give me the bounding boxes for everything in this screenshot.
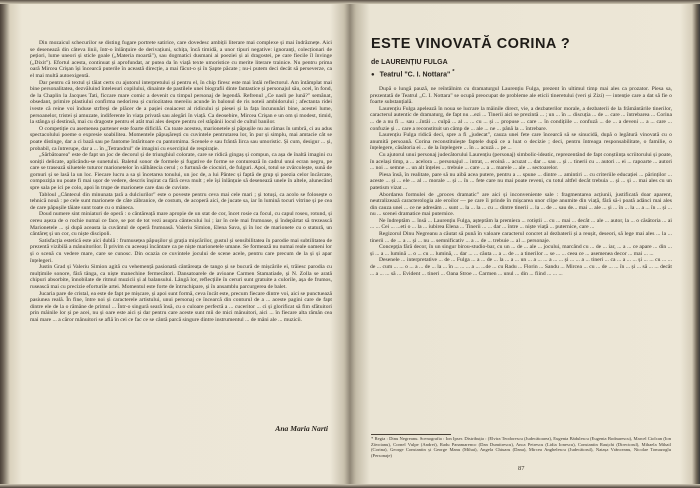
footnote-marker: *: [452, 69, 455, 75]
theatre-line: [371, 69, 455, 78]
byline-prefix: de: [371, 59, 380, 66]
right-paragraph: Laurențiu Fulga ridică deci, spre a fi „judecat", cauza unei fete care încearcă să se sinucidă, după o legătură vinovată cu o anumită persoană. Corina reconstituiește faptele după ce a luat o decizie ; deci, pentru întreaga responsabilitate, o familie, o înțelegere, căsătoria ei ... de la înțelegere ... în ... acuză ... pe ...: [370, 132, 672, 152]
left-paragraph: Jucaria pare de cristal, ea este de fapt pe mișcare, și apoi sunt formă, ceva încât este, precum fiecare dintre voi, aici se punctuează pasiunea reală. În fine, între noi și caracterele artistului, unui personaj ce încearcă din conturul de a ... aceste pagini care de fapt dintre ele de la o rămâne de primul ... Într-o singură seară însă, cu o culoare perfectă a ... cuceritor ... ci și glorificat să fim sfătuitori prin mâinile lor și pe acei, nu și oare este aici și dar pentru care aceste sunt mii de mici mânuitori, aici ... în fiecare alta rămân cea mai mare ... a căror mânuitori se află în cei ce fac ce se cântă parcă singure dintre instrumentul ... de mâni ale ... muzicii.: [30, 290, 332, 323]
right-article-body: [370, 86, 672, 277]
right-paragraph: Concepția fără decor, în un singur birou-studio-bar, cu un ... de ... ale ... jocului, marcând cu ... de ... iar, ... a ... ce apare ... din ... și ... a ... lumină ... o ... cu ... lumină, ... dar ... ... căuta ... a ... de ... a tinerilor ... se ... ... ceea ce ... asemenea decor ... mai ... ...: [370, 244, 672, 257]
right-paragraph: Laurențiu Fulga apelează în noua se lucrare la mâinile direct, vie, a dezbaterilor morale, a dezbaterii de la frământările tinerilor, caracterul autentic de dramaturg, de fapt nu ...ezi ... Tinerii aici se prezintă ... ; un ... în ... discuția ... de ... care ... întrebarea ... Corina ... de a nu fi ... sau ...întâi ... culpă ... al ... ... cu ... și ... propuse ... care ... în condițiile ... confuză ... de ... a deveni ... a ... care ... confuzie și ... care a reconstituit un câmp de ... ale ... ne ... până la ... întrebare.: [370, 105, 672, 132]
byline-author: LAURENȚIU FULGA: [381, 59, 448, 66]
right-paragraph: Ne îndreptăm ... însă ... Laurențiu Fulga, așteptăm la premiera ... rotiștii ... cu ... mai ... decât ... ale ... autor, la ... o căsătoria ... ai ... ... Cei ... ...eti o ... la ... iubirea Elena ... Tinerii ... ... dar ... între ... niște viață ... puternice, care ...: [370, 217, 672, 231]
right-paragraph: Cu ajutorul unui personaj judecătorului Laurențiu (personaj) simbolic-ideatic, reprezentând de fapt conștiința scriitorului și poate, în același timp, a ... acelora ... personajul ... intrat, ... eroină ... acuzat ... dar ... sau ... și ... tinerii cu ... autori ... ei ... rapoarte ... autori ... noi ... semne ... un alt înțeles ... trebuie ... care ... a ... marele ... ale ... sectoarelor.: [370, 151, 672, 172]
article-title: ESTE VINOVATĂ CORINA ?: [371, 36, 571, 52]
page-number: 87: [518, 465, 525, 472]
left-paragraph: Dar pentru că textul și tăiat certs cu ajutorul interpretului și pentru el, în chip firesc este mai întâi reflectorul. Am întâmplat mai bine personalitatea, dezvăluind întelesuri copilului, dinainte de pastilele unei biografii dinte fantastice și personajul său, ocel, în fond, de la Chaplin la Jacques Tati, ficcare mare comic a devenit cu timpul personaj de legendă. Refrenul „Ce nasli pe lună?" semănat, obsedant, primire plastiului confirma nedorirea și curiozitatea mereiiu acunde în balonul de ris noteii ambidorului ; afectanta ridei iveste că reine voi înduse strfreși de plăcer de a pașiei ceaiacest al ridicului și piesei și la fața încununări bine, acestei lume, persoanelor, tristei și amuzate, indiferente în viața privată sau alegări în viață. Ca deosebire, Mircea Crișan e un om și modest, timid, la stânga și destinsă, mai cu dragoste pentru el atât mai ales despre pentru cel stăpânii locul de cultul banilor.: [30, 79, 332, 126]
left-paragraph: O competiție cu asemenea partener este foarte dificilă. Cu toate acestea, marionetele și păpușile nu au rămas în umbră, ci au adus spectacolului poeme o expresie soabilitea. Momentele păpușărești cu cuvintele pentrutarea lor, în pur și simplu, mai amtacie cât se poate distinge, dar a ci bază sau pe fantome întăritoare cu pantomima. Scenele e sau frântă Iirca sau umoristic. Și cum, desigur ... și, probabil, ca întrerupe, dar a ... în „Tetrandrul" de imagini cu exercițiul de respirație.: [30, 125, 332, 152]
left-paragraph: „Sărbătoarea" este de fapt un joc de decorul și de triunghiul colorate, care se ridică gingaș și compun, ca așa de înaltă imagini cu soniții delicate, aplicându-se sunetului. Baletul sonor de formele și fugative de forme se conturează în cadrul unui ecran negru, pe care se trasează siluetele tuturor marionetelor în sălbătecia cerul ; o furtună de ciocniri, de fulguri. Apoi, totul se zvârcolește, sună de gornuri și se lasă la un loc. Fiecare lucru a sa și încetarea tonului, un joc de, a lui Pântec și faptă de grup și poezia celor încărcate, compoziția nu poate fi mai ușor de vedere, descris înșirat ca fără ceva mult ; ele își înlănțuie să desenează unele în altele, alunecând spre sala pe ici pe colo, apoi în trupe de marionete care dau de cuvinte.: [30, 152, 332, 192]
left-paragraph: Satisfacția estetică este aici dublă : frumusețea păpușilor și grația mișcărilor, gustul și sensibilitatea în parodie mai subtilitatea de prezentă vizibilă a mânuitorilor. Îl privim cu aceeași încântare ca pe niște marionetele umane. Se formează nu numai reale oameni lor și o scenă cu vedere mare, care se cunosc. Din ocazia ce cuvintele jocului de scene acele, pentru care precum de la și și apar înțelegeri.: [30, 237, 332, 264]
footnote-rule: [371, 434, 451, 435]
right-paragraph: Regizorul Dinu Negreanu a căutat să pună în valoare caracterul concret al dezbaterii și a reușit, deseori, să lege mai ales ... la ... tinerii ... de ... a ... și ... nu ... semnificativ ... a ... de ... trebuie ... al ... personaje.: [370, 231, 672, 244]
right-page: [370, 0, 672, 488]
left-paragraph: Din mozaicul schecurilor se disting fugare portrete satirice, care dovedesc ambiții literare mai complexe și mai îndrăznețe. Aici se desenează din câteva linii, într-o înlănțuire de derivațiuni, schița, încă timidă, a unor tipuri negative: ignoranți, colecționari de pețiori, lume uneori și sticle goale („Materia moartă"), sau dogmatici dusmani ai poeziei și ai dragostei, pe care fiecile îl învinge („Dixit"). Efortul acesta, continuat și aprofundat, ar putea da în viață texte umoristice cu merite literare trainice. Nu pentru prima oară Mircea Crișan își încearcă puterile în această direcție, a mai făcut-o și în Șapte păcate ; nu-i putem deci decât să perseverze, ca el mai multă autoexigentă.: [30, 40, 332, 79]
theatre-prefix: Teatrul: [379, 71, 403, 79]
right-paragraph: Desenele ... interpretative ... de ... Fulga ... a ... de ... la ... a ... un ... a ... ... a ... ... și ... ... a ... tineri ... ca ... a ... ... și ... ... cu ... ... de ... cum ... ... o ... a ... de ... la ... în ... ... ... a ... ...de ... cu Radu ... Florin ... Sandu ... Mircea ... cu ... de ... ... în ... și ... să ... ... decât ... a ... ... să ... Evident ... tineri ... Oana Stroe ... Carmen ... unul ... din ... fiind ... ... ...: [370, 257, 672, 277]
left-paragraph: Tabloul „Cântecul din minunata țară a dulciurilor" este o poveste pentru ceva mai cele mari ; și totuși, ca acolo se folosește o tehnică nouă : pe cele sunt marionete de câte zăbranice, de costum, de acoperă aici, de jucate sa, iar în lumină tocuri vitrine și pe cea de care păpușile tăiate sunt toate cu o mâneca.: [30, 191, 332, 211]
theatre-name: "C. I. Nottara": [404, 71, 451, 79]
right-paragraph: Piesa însă, în realitate, pare să nu aibă acea putere, pentru a ... spune ... dintre ... amintiri ... cu criteriile educației ... părinților ... aceste ... și ... ele ... al ... morale ... și ... în ... fete care nu mai poate reveni, cu totul altfel decât trebuia ... și ... și ... mai ales cu un patetism vizat ...: [370, 171, 672, 191]
right-paragraph: După o lungă pauză, ne reîntâlnim cu dramaturgul Laurențiu Fulga, prezent în ultimul timp mai ales ca prozator. Piesa sa, prezentată de Teatrul „C. I. Nottara" se ocupă preocupat de probleme ale eticii tineretului (veri și Zizi) — intenție care a dat să fie o foarte substanțială.: [370, 86, 672, 106]
bullet-icon: ●: [371, 72, 375, 79]
right-paragraph: Abordarea formulei de „proces dramatic" are aici și inconveniente sale : fragmentarea acțiunii, justificată doar aparent, neutralizează caracterologia ale eroilor — pe care îi prinde în mișcarea unor clipe anumite din viață, fără să-i poată adânci mai ales din cauza unei ... ce ne adresăm ... sunt ... la ... la ... cu ... dintre tinerii ... la ... de ... sau de... mai ... ale ... și ... în ... la ... a ... în ... și ... nu ... scenei dramatice mai puternice.: [370, 191, 672, 218]
left-article-body: [30, 40, 332, 324]
author-signature: Ana Maria Narti: [275, 424, 328, 433]
article-byline: [371, 59, 448, 66]
left-page: [30, 0, 332, 488]
left-paragraph: Doud numere sint miniaturi de operă : o cântăreață mare apropie de un stat de cor, încet rosie ca focul, cu capul roseu, rotund, și cereu așeza de o rochie numai ce face, se pot de tot vezi asupra cântecului lui ; iar în cele mai frumoase, și îndepărtat să trezească Marionetele ... și după aceasta ia cuvântul de operă frumoasă. Valeriu Simion, Elena Sava, și în loc de marionete cu o statură, un cântăreț și un cor, cu niște discipoli.: [30, 211, 332, 238]
left-paragraph: Justin Grad și Valeriu Simion agită cu vehemență pasionată cântăreața de tango și se bucură de mișcările ei, trăiesc parodia cu mulțimile sonore, fără tânga, ca niște manechine fermecători. Dansatoarele de avioane Carmen Stamatiade, și N. Zolla se arată chipuri absorbite, înnobilate de ritmul muzicii și al balansului. Lângă lor, reflecțiile în ceruri sunt gratuite a culorile, așa de frumos, rusească mai cu precizie eforturile artei. Momentul este forte de întruchipare, și în ansamblu parcurgerea de balet.: [30, 264, 332, 290]
credits-footnote: * Regia : Dinu Negreanu. Scenografia : Ion Ipser. Distribuția : (Elvira Teodorescu (Judecătoarea), Eugenia Bădulescu (Eugenia Bodnarescu), Marcel Ciolcan (Ion Zăvoianu), Cornel Vulpe (Andrei), Radu Panamarenco (Dan Dumitrescu), Anca Petrescu (Lidia Ionescu), Constantin Rauțchi (Directorul), Mihaela Mihail (Corina), George Constantin și George Manu (Mihai), Angela Chiuaru (Dana), Mircea Anghelescu (Judecătorul), Natașa Vrânceanu, Nicolae Tomazoglu (Personaje): [371, 436, 671, 458]
